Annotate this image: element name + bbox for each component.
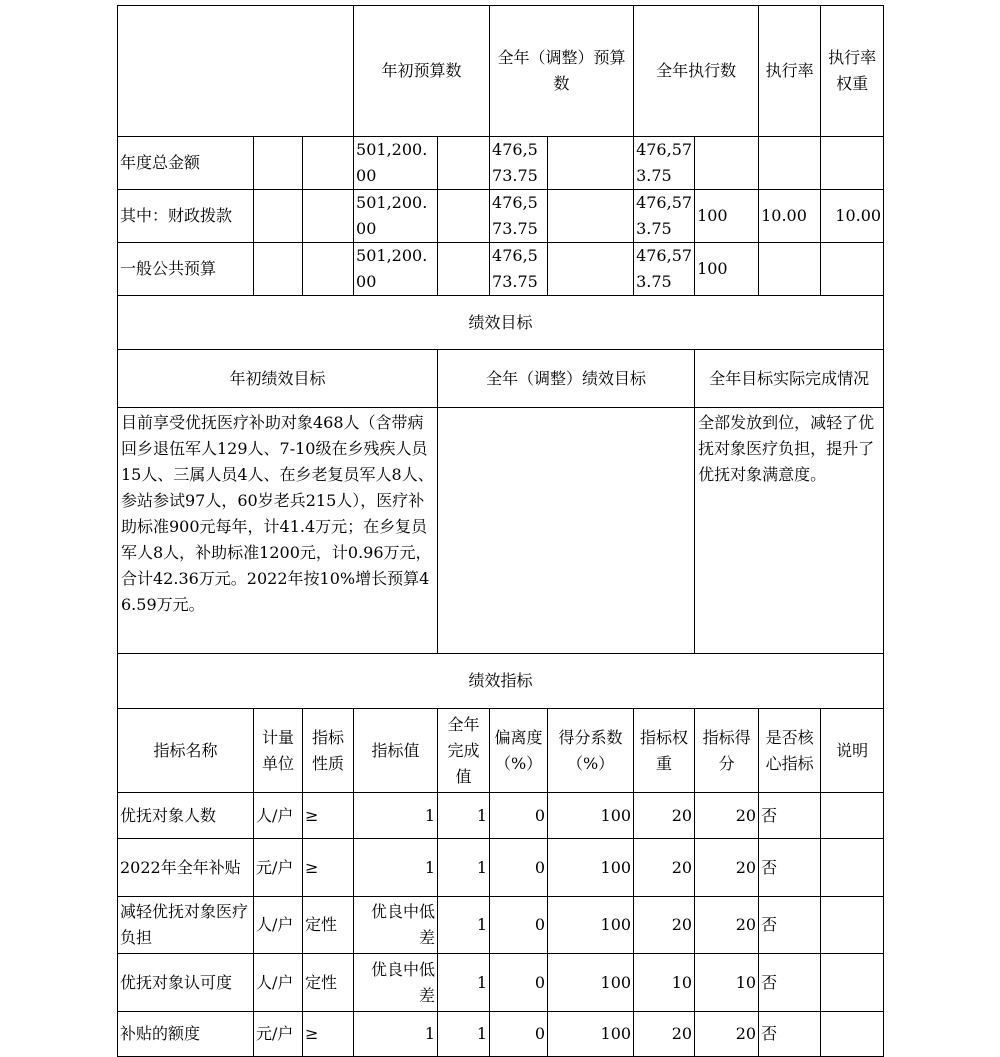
header-initial-budget: 年初预算数: [354, 6, 490, 137]
indicator-row: [118, 1012, 884, 1057]
budget-initial-value: 501,200.00: [354, 243, 438, 296]
ind-note: [821, 1012, 884, 1057]
empty-cell: [303, 190, 354, 243]
ind-coef: 100: [548, 1012, 634, 1057]
ind-header-score: 指标得分: [695, 709, 759, 793]
ind-header-deviation: 偏离度（%）: [490, 709, 548, 793]
ind-name: 补贴的额度: [118, 1012, 254, 1057]
ind-nature: ≥: [303, 839, 354, 897]
budget-initial-value: 501,200.00: [354, 190, 438, 243]
ind-score: 10: [695, 954, 759, 1012]
empty-cell: [548, 190, 634, 243]
budget-rate-value: 100: [695, 243, 759, 296]
ind-note: [821, 897, 884, 954]
ind-nature: 定性: [303, 897, 354, 954]
ind-deviation: 0: [490, 897, 548, 954]
budget-row: [118, 243, 884, 296]
ind-weight: 20: [634, 839, 695, 897]
indicator-row: [118, 897, 884, 954]
ind-unit: 元/户: [254, 1012, 303, 1057]
ind-core: 否: [759, 1012, 821, 1057]
header-executed: 全年执行数: [634, 6, 759, 137]
budget-row-label: 一般公共预算: [118, 243, 254, 296]
empty-cell: [254, 137, 303, 190]
empty-cell: [548, 243, 634, 296]
budget-row: [118, 137, 884, 190]
goals-col-actual: 全年目标实际完成情况: [695, 350, 884, 408]
ind-unit: 人/户: [254, 954, 303, 1012]
ind-header-note: 说明: [821, 709, 884, 793]
ind-score: 20: [695, 793, 759, 839]
budget-score-value: [821, 243, 884, 296]
ind-value: 1: [354, 1012, 438, 1057]
ind-value: 优良中低差: [354, 954, 438, 1012]
goals-col-initial: 年初绩效目标: [118, 350, 438, 408]
empty-cell: [438, 190, 490, 243]
budget-initial-value: 501,200.00: [354, 137, 438, 190]
budget-rate-value: [695, 137, 759, 190]
ind-completed: 1: [438, 793, 490, 839]
empty-cell: [254, 243, 303, 296]
ind-completed: 1: [438, 839, 490, 897]
header-exec-rate: 执行率: [759, 6, 821, 137]
empty-cell: [438, 137, 490, 190]
budget-weight-value: [759, 243, 821, 296]
ind-header-weight: 指标权重: [634, 709, 695, 793]
goals-actual-text: 全部发放到位，减轻了优抚对象医疗负担，提升了优抚对象满意度。: [695, 408, 884, 654]
ind-core: 否: [759, 897, 821, 954]
ind-value: 优良中低差: [354, 897, 438, 954]
ind-header-completed: 全年完成值: [438, 709, 490, 793]
ind-weight: 10: [634, 954, 695, 1012]
ind-nature: ≥: [303, 793, 354, 839]
budget-rate-value: 100: [695, 190, 759, 243]
ind-score: 20: [695, 1012, 759, 1057]
ind-completed: 1: [438, 897, 490, 954]
ind-coef: 100: [548, 839, 634, 897]
ind-name: 减轻优抚对象医疗负担: [118, 897, 254, 954]
ind-name: 优抚对象人数: [118, 793, 254, 839]
header-rate-weight: 执行率权重: [821, 6, 884, 137]
ind-weight: 20: [634, 1012, 695, 1057]
budget-row-label: 其中：财政拨款: [118, 190, 254, 243]
budget-row-label: 年度总金额: [118, 137, 254, 190]
performance-table: [117, 5, 884, 1057]
ind-core: 否: [759, 954, 821, 1012]
ind-score: 20: [695, 839, 759, 897]
ind-coef: 100: [548, 954, 634, 1012]
ind-core: 否: [759, 839, 821, 897]
empty-cell: [254, 190, 303, 243]
goals-initial-text: 目前享受优抚医疗补助对象468人（含带病回乡退伍军人129人、7-10级在乡残疾人员15人、三属人员4人、在乡老复员军人8人、参站参试97人，60岁老兵215人），医疗补助标准900元每年，计41.4万元；在乡复员军人8人，补助标准1200元，计0.96万元，合计42.36万元。2022年按10%增长预算46.59万元。: [118, 408, 438, 654]
budget-weight-value: [759, 137, 821, 190]
budget-row: [118, 190, 884, 243]
ind-score: 20: [695, 897, 759, 954]
ind-header-unit: 计量单位: [254, 709, 303, 793]
ind-name: 2022年全年补贴: [118, 839, 254, 897]
budget-executed-value: 476,573.75: [634, 243, 695, 296]
indicator-row: [118, 793, 884, 839]
budget-score-value: 10.00: [821, 190, 884, 243]
ind-deviation: 0: [490, 1012, 548, 1057]
ind-deviation: 0: [490, 839, 548, 897]
indicators-section-title: 绩效指标: [118, 654, 884, 709]
ind-note: [821, 839, 884, 897]
budget-executed-value: 476,573.75: [634, 137, 695, 190]
ind-nature: ≥: [303, 1012, 354, 1057]
budget-executed-value: 476,573.75: [634, 190, 695, 243]
indicators-header-row: [118, 709, 884, 793]
indicator-row: [118, 839, 884, 897]
goals-content-row: [118, 408, 884, 654]
budget-adjusted-value: 476,573.75: [490, 243, 548, 296]
header-adjusted-budget: 全年（调整）预算数: [490, 6, 634, 137]
ind-completed: 1: [438, 954, 490, 1012]
indicator-row: [118, 954, 884, 1012]
ind-core: 否: [759, 793, 821, 839]
goals-col-adjusted: 全年（调整）绩效目标: [438, 350, 695, 408]
goals-section-title: 绩效目标: [118, 296, 884, 350]
ind-unit: 元/户: [254, 839, 303, 897]
goals-header-row: [118, 350, 884, 408]
ind-completed: 1: [438, 1012, 490, 1057]
ind-header-name: 指标名称: [118, 709, 254, 793]
ind-note: [821, 793, 884, 839]
ind-nature: 定性: [303, 954, 354, 1012]
goals-adjusted-text: [438, 408, 695, 654]
ind-header-value: 指标值: [354, 709, 438, 793]
empty-cell: [438, 243, 490, 296]
ind-unit: 人/户: [254, 897, 303, 954]
ind-unit: 人/户: [254, 793, 303, 839]
ind-name: 优抚对象认可度: [118, 954, 254, 1012]
ind-header-nature: 指标性质: [303, 709, 354, 793]
ind-value: 1: [354, 839, 438, 897]
ind-deviation: 0: [490, 793, 548, 839]
ind-weight: 20: [634, 897, 695, 954]
budget-weight-value: 10.00: [759, 190, 821, 243]
empty-cell: [303, 243, 354, 296]
budget-header-blank: [118, 6, 354, 137]
ind-header-coef: 得分系数（%）: [548, 709, 634, 793]
ind-note: [821, 954, 884, 1012]
ind-weight: 20: [634, 793, 695, 839]
ind-header-core: 是否核心指标: [759, 709, 821, 793]
goals-section-row: [118, 296, 884, 350]
ind-value: 1: [354, 793, 438, 839]
indicators-section-row: [118, 654, 884, 709]
ind-coef: 100: [548, 897, 634, 954]
budget-score-value: [821, 137, 884, 190]
budget-header-row: [118, 6, 884, 137]
budget-adjusted-value: 476,573.75: [490, 190, 548, 243]
ind-coef: 100: [548, 793, 634, 839]
ind-deviation: 0: [490, 954, 548, 1012]
empty-cell: [548, 137, 634, 190]
budget-adjusted-value: 476,573.75: [490, 137, 548, 190]
empty-cell: [303, 137, 354, 190]
